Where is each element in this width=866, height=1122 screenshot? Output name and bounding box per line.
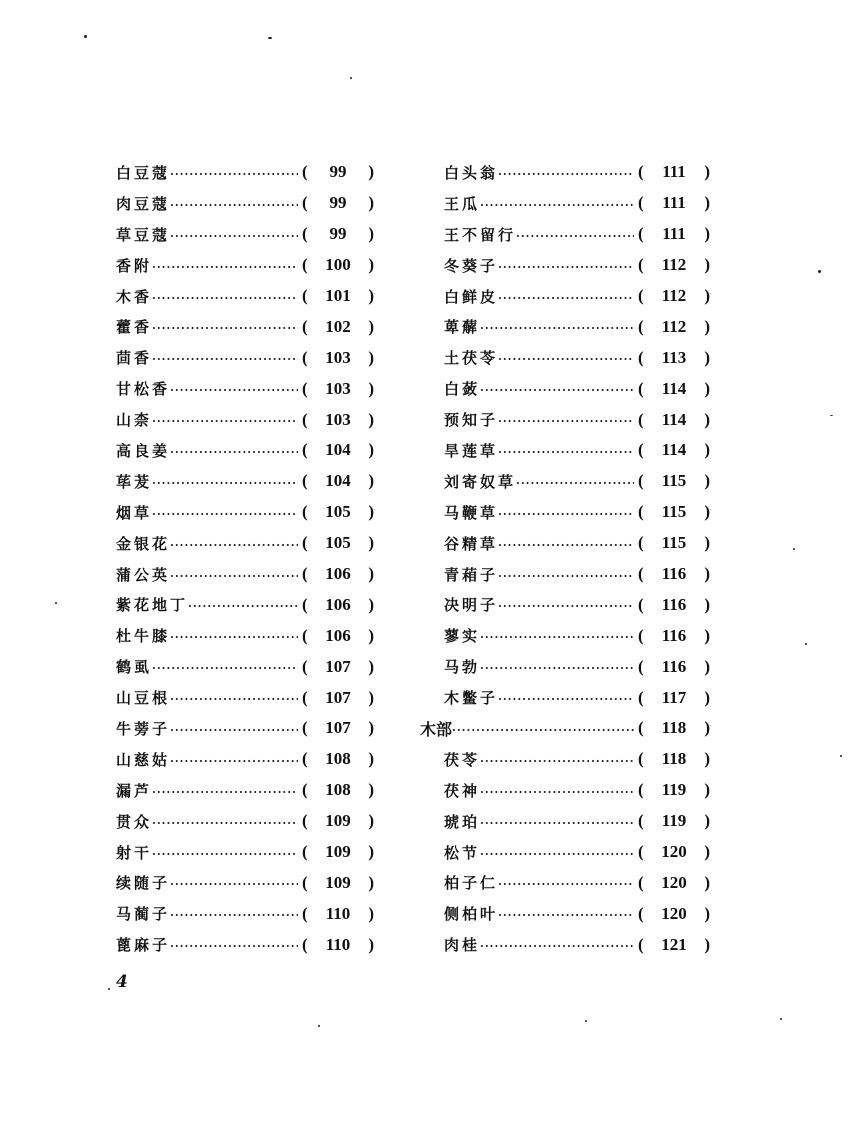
entry-name: 山豆根 bbox=[116, 689, 171, 708]
dot-leader bbox=[498, 694, 634, 705]
dot-leader bbox=[152, 663, 298, 674]
entry-page-ref: ( 112 ) bbox=[638, 255, 710, 275]
entry-name: 贯众 bbox=[116, 812, 153, 831]
dot-leader bbox=[170, 941, 298, 952]
entry-name: 肉豆蔻 bbox=[116, 194, 171, 213]
dot-leader bbox=[480, 663, 634, 674]
dot-leader bbox=[170, 910, 298, 921]
entry-page-number: 116 bbox=[661, 625, 687, 645]
toc-entry bbox=[116, 559, 374, 590]
dot-leader bbox=[152, 293, 298, 304]
entry-page-ref: ( 114 ) bbox=[638, 409, 710, 429]
dot-leader bbox=[498, 571, 634, 582]
entry-page-number: 116 bbox=[661, 594, 687, 614]
entry-name: 肉桂 bbox=[444, 936, 481, 955]
entry-name: 蓼实 bbox=[444, 627, 481, 646]
toc-entry bbox=[420, 497, 710, 528]
entry-page-ref: ( 116 ) bbox=[638, 625, 710, 645]
entry-page-number: 106 bbox=[325, 564, 351, 584]
entry-page-number: 113 bbox=[661, 347, 687, 367]
entry-page-number: 99 bbox=[329, 193, 347, 213]
entry-page-ref: ( 113 ) bbox=[638, 347, 710, 367]
entry-name: 白头翁 bbox=[444, 163, 499, 182]
entry-page-ref: ( 103 ) bbox=[302, 347, 374, 367]
dot-leader bbox=[498, 169, 634, 180]
toc-entry bbox=[420, 219, 710, 250]
toc-entry bbox=[420, 404, 710, 435]
dot-leader bbox=[152, 849, 298, 860]
entry-page-ref: ( 115 ) bbox=[638, 533, 710, 553]
dot-leader bbox=[170, 200, 298, 211]
entry-name: 藿香 bbox=[116, 318, 153, 337]
entry-name: 白豆蔻 bbox=[116, 163, 171, 182]
entry-page-number: 118 bbox=[661, 718, 687, 738]
entry-page-ref: ( 99 ) bbox=[302, 193, 374, 213]
entry-page-ref: ( 116 ) bbox=[638, 594, 710, 614]
scan-speck bbox=[805, 643, 807, 645]
toc-entry bbox=[116, 837, 374, 868]
entry-page-ref: ( 103 ) bbox=[302, 409, 374, 429]
toc-entry bbox=[116, 157, 374, 188]
entry-page-ref: ( 99 ) bbox=[302, 224, 374, 244]
entry-page-ref: ( 112 ) bbox=[638, 316, 710, 336]
entry-page-ref: ( 108 ) bbox=[302, 780, 374, 800]
entry-page-number: 99 bbox=[329, 224, 347, 244]
dot-leader bbox=[152, 509, 298, 520]
toc-entry bbox=[116, 281, 374, 312]
entry-page-ref: ( 120 ) bbox=[638, 903, 710, 923]
dot-leader bbox=[480, 787, 634, 798]
entry-name: 茯苓 bbox=[444, 750, 481, 769]
dot-leader bbox=[480, 941, 634, 952]
section-name: 木部 bbox=[420, 719, 453, 739]
entry-page-number: 120 bbox=[661, 903, 687, 923]
entry-name: 柏子仁 bbox=[444, 874, 499, 893]
entry-page-number: 112 bbox=[661, 286, 687, 305]
entry-name: 蓖麻子 bbox=[116, 936, 171, 955]
toc-entry bbox=[420, 559, 710, 590]
entry-page-ref: ( 111 ) bbox=[638, 193, 710, 213]
toc-entry bbox=[116, 806, 374, 837]
dot-leader bbox=[152, 354, 298, 365]
entry-name: 木鳖子 bbox=[444, 689, 499, 708]
entry-page-ref: ( 116 ) bbox=[638, 656, 710, 676]
dot-leader bbox=[498, 509, 634, 520]
entry-page-ref: ( 104 ) bbox=[302, 471, 374, 491]
toc-entry bbox=[420, 775, 710, 806]
dot-leader bbox=[480, 818, 634, 829]
entry-page-ref: ( 115 ) bbox=[638, 502, 710, 522]
dot-leader bbox=[498, 354, 634, 365]
entry-page-number: 107 bbox=[325, 718, 351, 738]
entry-page-number: 104 bbox=[325, 440, 351, 460]
dot-leader bbox=[516, 478, 634, 489]
entry-page-ref: ( 116 ) bbox=[638, 564, 710, 584]
entry-name: 紫花地丁 bbox=[116, 596, 189, 615]
entry-page-ref: ( 100 ) bbox=[302, 255, 374, 275]
scan-speck bbox=[780, 1018, 782, 1020]
dot-leader bbox=[170, 169, 298, 180]
entry-page-ref: ( 107 ) bbox=[302, 656, 374, 676]
entry-name: 射干 bbox=[116, 843, 153, 862]
dot-leader bbox=[516, 231, 634, 242]
toc-entry bbox=[116, 466, 374, 497]
toc-entry bbox=[116, 620, 374, 651]
dot-leader bbox=[498, 262, 634, 273]
scan-speck bbox=[84, 35, 87, 38]
entry-page-number: 120 bbox=[661, 842, 687, 862]
dot-leader bbox=[170, 540, 298, 551]
toc-entry bbox=[116, 528, 374, 559]
entry-page-number: 104 bbox=[325, 471, 351, 491]
dot-leader bbox=[498, 416, 634, 427]
dot-leader bbox=[152, 323, 298, 334]
toc-entry bbox=[420, 682, 710, 713]
entry-page-ref: ( 102 ) bbox=[302, 316, 374, 336]
entry-page-number: 108 bbox=[325, 749, 351, 769]
entry-name: 续随子 bbox=[116, 874, 171, 893]
toc-entry bbox=[420, 250, 710, 281]
scan-speck bbox=[108, 988, 110, 990]
entry-name: 高良姜 bbox=[116, 441, 171, 460]
entry-page-ref: ( 114 ) bbox=[638, 378, 710, 398]
entry-name: 蒲公英 bbox=[116, 565, 171, 584]
entry-name: 漏芦 bbox=[116, 781, 153, 800]
toc-entry bbox=[420, 528, 710, 559]
dot-leader bbox=[498, 293, 634, 304]
entry-page-number: 120 bbox=[661, 872, 687, 892]
entry-name: 侧柏叶 bbox=[444, 905, 499, 924]
toc-entry bbox=[116, 250, 374, 281]
toc-entry bbox=[116, 404, 374, 435]
entry-page-ref: ( 110 ) bbox=[302, 934, 374, 954]
entry-name: 茴香 bbox=[116, 349, 153, 368]
entry-page-number: 103 bbox=[325, 378, 351, 398]
entry-page-ref: ( 107 ) bbox=[302, 718, 374, 738]
entry-page-ref: ( 107 ) bbox=[302, 687, 374, 707]
toc-entry bbox=[420, 589, 710, 620]
entry-page-number: 112 bbox=[661, 316, 687, 336]
entry-page-number: 111 bbox=[662, 162, 686, 182]
entry-page-ref: ( 106 ) bbox=[302, 564, 374, 584]
dot-leader bbox=[152, 818, 298, 829]
entry-page-number: 107 bbox=[325, 656, 351, 676]
entry-page-ref: ( 105 ) bbox=[302, 502, 374, 522]
entry-name: 杜牛膝 bbox=[116, 627, 171, 646]
entry-page-ref: ( 112 ) bbox=[638, 286, 710, 305]
dot-leader bbox=[170, 725, 298, 736]
entry-name: 木香 bbox=[116, 287, 153, 306]
dot-leader bbox=[152, 262, 298, 273]
entry-page-number: 115 bbox=[661, 502, 687, 522]
entry-name: 松节 bbox=[444, 843, 481, 862]
entry-page-ref: ( 121 ) bbox=[638, 934, 710, 954]
entry-page-number: 100 bbox=[325, 255, 351, 275]
entry-page-ref: ( 106 ) bbox=[302, 625, 374, 645]
entry-page-ref: ( 110 ) bbox=[302, 903, 374, 923]
toc-entry bbox=[116, 497, 374, 528]
dot-leader bbox=[480, 632, 634, 643]
entry-name: 王瓜 bbox=[444, 194, 481, 213]
entry-page-number: 106 bbox=[325, 625, 351, 645]
toc-entry bbox=[116, 342, 374, 373]
dot-leader bbox=[170, 571, 298, 582]
entry-name: 山柰 bbox=[116, 411, 153, 430]
entry-page-number: 119 bbox=[661, 780, 687, 800]
entry-page-number: 107 bbox=[325, 687, 351, 707]
entry-page-number: 121 bbox=[661, 934, 687, 954]
toc-entry bbox=[420, 929, 710, 960]
toc-entry bbox=[420, 466, 710, 497]
entry-page-ref: ( 119 ) bbox=[638, 811, 710, 831]
dot-leader bbox=[498, 447, 634, 458]
entry-page-ref: ( 103 ) bbox=[302, 378, 374, 398]
entry-page-number: 114 bbox=[661, 378, 687, 398]
entry-page-ref: ( 104 ) bbox=[302, 440, 374, 460]
toc-entry bbox=[116, 188, 374, 219]
entry-page-ref: ( 120 ) bbox=[638, 872, 710, 892]
scan-speck bbox=[840, 755, 842, 757]
entry-name: 鹤虱 bbox=[116, 658, 153, 677]
entry-page-number: 114 bbox=[661, 440, 687, 460]
toc-entry bbox=[116, 929, 374, 960]
entry-name: 荜茇 bbox=[116, 472, 153, 491]
entry-name: 谷精草 bbox=[444, 534, 499, 553]
toc-entry bbox=[116, 744, 374, 775]
scan-speck bbox=[830, 415, 833, 416]
entry-page-number: 105 bbox=[325, 533, 351, 553]
entry-page-ref: ( 109 ) bbox=[302, 872, 374, 892]
entry-name: 香附 bbox=[116, 256, 153, 275]
dot-leader bbox=[152, 478, 298, 489]
toc-entry bbox=[420, 157, 710, 188]
entry-page-ref: ( 114 ) bbox=[638, 440, 710, 460]
entry-name: 冬葵子 bbox=[444, 256, 499, 275]
entry-page-ref: ( 109 ) bbox=[302, 842, 374, 862]
entry-page-number: 109 bbox=[325, 872, 351, 892]
entry-page-ref: ( 115 ) bbox=[638, 471, 710, 491]
toc-entry bbox=[420, 744, 710, 775]
toc-entry bbox=[116, 373, 374, 404]
entry-page-number: 110 bbox=[325, 903, 351, 923]
entry-page-number: 117 bbox=[661, 687, 687, 707]
toc-entry bbox=[420, 837, 710, 868]
entry-name: 牛蒡子 bbox=[116, 719, 171, 738]
dot-leader bbox=[498, 910, 634, 921]
entry-page-number: 116 bbox=[661, 656, 687, 676]
entry-page-ref: ( 118 ) bbox=[638, 749, 710, 769]
entry-name: 山慈姑 bbox=[116, 750, 171, 769]
toc-entry bbox=[116, 713, 374, 744]
entry-name: 预知子 bbox=[444, 411, 499, 430]
dot-leader bbox=[498, 879, 634, 890]
toc-entry bbox=[116, 682, 374, 713]
toc-entry bbox=[116, 651, 374, 682]
dot-leader bbox=[152, 416, 298, 427]
scan-speck bbox=[268, 37, 272, 39]
dot-leader bbox=[480, 385, 634, 396]
entry-name: 烟草 bbox=[116, 503, 153, 522]
dot-leader bbox=[170, 385, 298, 396]
dot-leader bbox=[170, 879, 298, 890]
entry-page-number: 116 bbox=[661, 564, 687, 584]
scan-speck bbox=[818, 270, 821, 273]
entry-page-number: 106 bbox=[325, 594, 351, 614]
entry-page-ref: ( 117 ) bbox=[638, 687, 710, 707]
scan-speck bbox=[793, 548, 795, 550]
entry-page-number: 102 bbox=[325, 316, 351, 336]
dot-leader bbox=[188, 601, 298, 612]
toc-entry bbox=[420, 435, 710, 466]
toc-entry bbox=[420, 311, 710, 342]
toc-entry bbox=[420, 620, 710, 651]
toc-entry bbox=[420, 188, 710, 219]
entry-page-number: 115 bbox=[661, 533, 687, 553]
toc-entry bbox=[420, 806, 710, 837]
dot-leader bbox=[170, 756, 298, 767]
dot-leader bbox=[498, 601, 634, 612]
entry-name: 白鲜皮 bbox=[444, 287, 499, 306]
entry-name: 决明子 bbox=[444, 596, 499, 615]
dot-leader bbox=[480, 849, 634, 860]
toc-entry bbox=[116, 435, 374, 466]
entry-name: 王不留行 bbox=[444, 225, 517, 244]
entry-page-number: 119 bbox=[661, 811, 687, 831]
entry-page-ref: ( 118 ) bbox=[638, 718, 710, 738]
toc-entry bbox=[116, 589, 374, 620]
toc-entry bbox=[116, 775, 374, 806]
toc-entry bbox=[420, 651, 710, 682]
entry-page-number: 111 bbox=[662, 224, 686, 244]
entry-name: 琥珀 bbox=[444, 812, 481, 831]
entry-name: 青葙子 bbox=[444, 565, 499, 584]
toc-entry bbox=[420, 898, 710, 929]
entry-name: 旱莲草 bbox=[444, 441, 499, 460]
dot-leader bbox=[480, 323, 634, 334]
toc-entry bbox=[420, 867, 710, 898]
entry-name: 金银花 bbox=[116, 534, 171, 553]
dot-leader bbox=[480, 756, 634, 767]
entry-name: 马蔺子 bbox=[116, 905, 171, 924]
scan-speck bbox=[350, 77, 352, 79]
entry-name: 土茯苓 bbox=[444, 349, 499, 368]
entry-name: 刘寄奴草 bbox=[444, 472, 517, 491]
entry-page-number: 105 bbox=[325, 502, 351, 522]
toc-entry bbox=[116, 867, 374, 898]
entry-name: 白蔹 bbox=[444, 380, 481, 399]
dot-leader bbox=[452, 725, 634, 736]
dot-leader bbox=[170, 694, 298, 705]
entry-page-ref: ( 108 ) bbox=[302, 749, 374, 769]
entry-page-number: 115 bbox=[661, 471, 687, 491]
toc-right-column bbox=[420, 157, 710, 960]
entry-page-ref: ( 119 ) bbox=[638, 780, 710, 800]
scan-speck bbox=[585, 1020, 587, 1022]
entry-page-number: 118 bbox=[661, 749, 687, 769]
entry-page-number: 110 bbox=[325, 934, 351, 954]
dot-leader bbox=[170, 231, 298, 242]
dot-leader bbox=[170, 632, 298, 643]
dot-leader bbox=[480, 200, 634, 211]
entry-page-number: 108 bbox=[325, 780, 351, 800]
toc-left-column bbox=[116, 157, 374, 960]
entry-page-number: 109 bbox=[325, 842, 351, 862]
toc-entry bbox=[116, 311, 374, 342]
entry-page-number: 103 bbox=[325, 409, 351, 429]
entry-page-number: 112 bbox=[661, 255, 687, 275]
entry-name: 草豆蔻 bbox=[116, 225, 171, 244]
entry-page-ref: ( 111 ) bbox=[638, 224, 710, 244]
toc-entry bbox=[116, 898, 374, 929]
dot-leader bbox=[498, 540, 634, 551]
entry-page-number: 101 bbox=[325, 286, 351, 305]
toc-entry bbox=[420, 342, 710, 373]
entry-name: 茯神 bbox=[444, 781, 481, 800]
entry-page-number: 109 bbox=[325, 811, 351, 831]
scan-speck bbox=[55, 602, 57, 604]
entry-name: 萆薢 bbox=[444, 318, 481, 337]
toc-section-heading bbox=[420, 713, 710, 744]
dot-leader bbox=[170, 447, 298, 458]
entry-name: 甘松香 bbox=[116, 380, 171, 399]
entry-page-number: 111 bbox=[662, 193, 686, 213]
entry-page-ref: ( 111 ) bbox=[638, 162, 710, 182]
toc-entry bbox=[420, 281, 710, 312]
entry-page-ref: ( 105 ) bbox=[302, 533, 374, 553]
entry-page-ref: ( 120 ) bbox=[638, 842, 710, 862]
toc-entry bbox=[420, 373, 710, 404]
scan-speck bbox=[318, 1025, 320, 1027]
entry-name: 马勃 bbox=[444, 658, 481, 677]
entry-page-ref: ( 101 ) bbox=[302, 286, 374, 305]
toc-entry bbox=[116, 219, 374, 250]
entry-name: 马鞭草 bbox=[444, 503, 499, 522]
entry-page-number: 103 bbox=[325, 347, 351, 367]
entry-page-ref: ( 109 ) bbox=[302, 811, 374, 831]
dot-leader bbox=[152, 787, 298, 798]
entry-page-number: 99 bbox=[329, 162, 347, 182]
entry-page-ref: ( 106 ) bbox=[302, 594, 374, 614]
entry-page-ref: ( 99 ) bbox=[302, 162, 374, 182]
page-number: 4 bbox=[116, 972, 128, 992]
entry-page-number: 114 bbox=[661, 409, 687, 429]
